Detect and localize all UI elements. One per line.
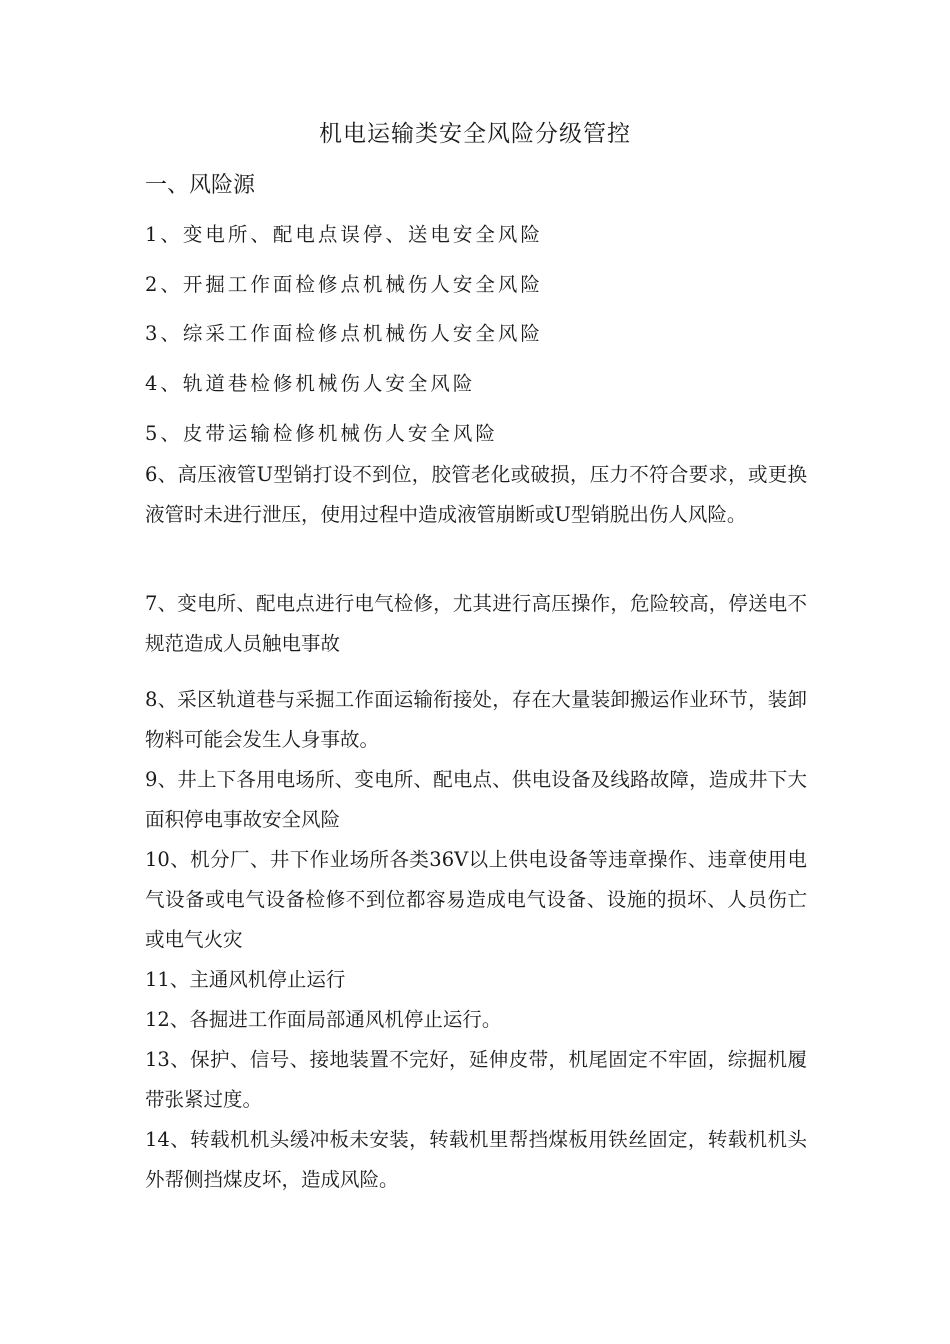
risk-item-11: 11、主通风机停止运行: [145, 968, 346, 991]
risk-item-13: 13、保护、信号、接地装置不完好，延伸皮带，机尾固定不牢固，综掘机履带张紧过度。: [145, 1048, 807, 1111]
risk-item-9: 9、井上下各用电场所、变电所、配电点、供电设备及线路故障，造成井下大面积停电事故安全风险: [145, 768, 807, 831]
risk-item-7: 7、变电所、配电点进行电气检修，尤其进行高压操作，危险较高，停送电不规范造成人员触电事故: [145, 592, 807, 655]
risk-item-10: 10、机分厂、井下作业场所各类36V以上供电设备等违章操作、违章使用电气设备或电气设备检修不到位都容易造成电气设备、设施的损坏、人员伤亡或电气火灾: [145, 848, 807, 951]
risk-item-4: 4、轨道巷检修机械伤人安全风险: [145, 372, 476, 395]
risk-item-6: 6、高压液管U型销打设不到位，胶管老化或破损，压力不符合要求，或更换液管时未进行泄压，使用过程中造成液管崩断或U型销脱出伤人风险。: [145, 463, 807, 526]
risk-item-12: 12、各掘进工作面局部通风机停止运行。: [145, 1008, 502, 1031]
document-title: 机电运输类安全风险分级管控: [319, 121, 631, 147]
risk-item-14: 14、转载机机头缓冲板未安装，转载机里帮挡煤板用铁丝固定，转载机机头外帮侧挡煤皮坏，造成风险。: [145, 1128, 807, 1191]
risk-item-5: 5、皮带运输检修机械伤人安全风险: [145, 422, 498, 445]
risk-item-2: 2、开掘工作面检修点机械伤人安全风险: [145, 273, 543, 296]
risk-item-1: 1、变电所、配电点误停、送电安全风险: [145, 223, 543, 246]
section-heading: 一、风险源: [145, 173, 256, 198]
risk-item-8: 8、采区轨道巷与采掘工作面运输衔接处，存在大量装卸搬运作业环节，装卸物料可能会发生人身事故。: [145, 688, 807, 751]
risk-item-3: 3、综采工作面检修点机械伤人安全风险: [145, 322, 543, 345]
